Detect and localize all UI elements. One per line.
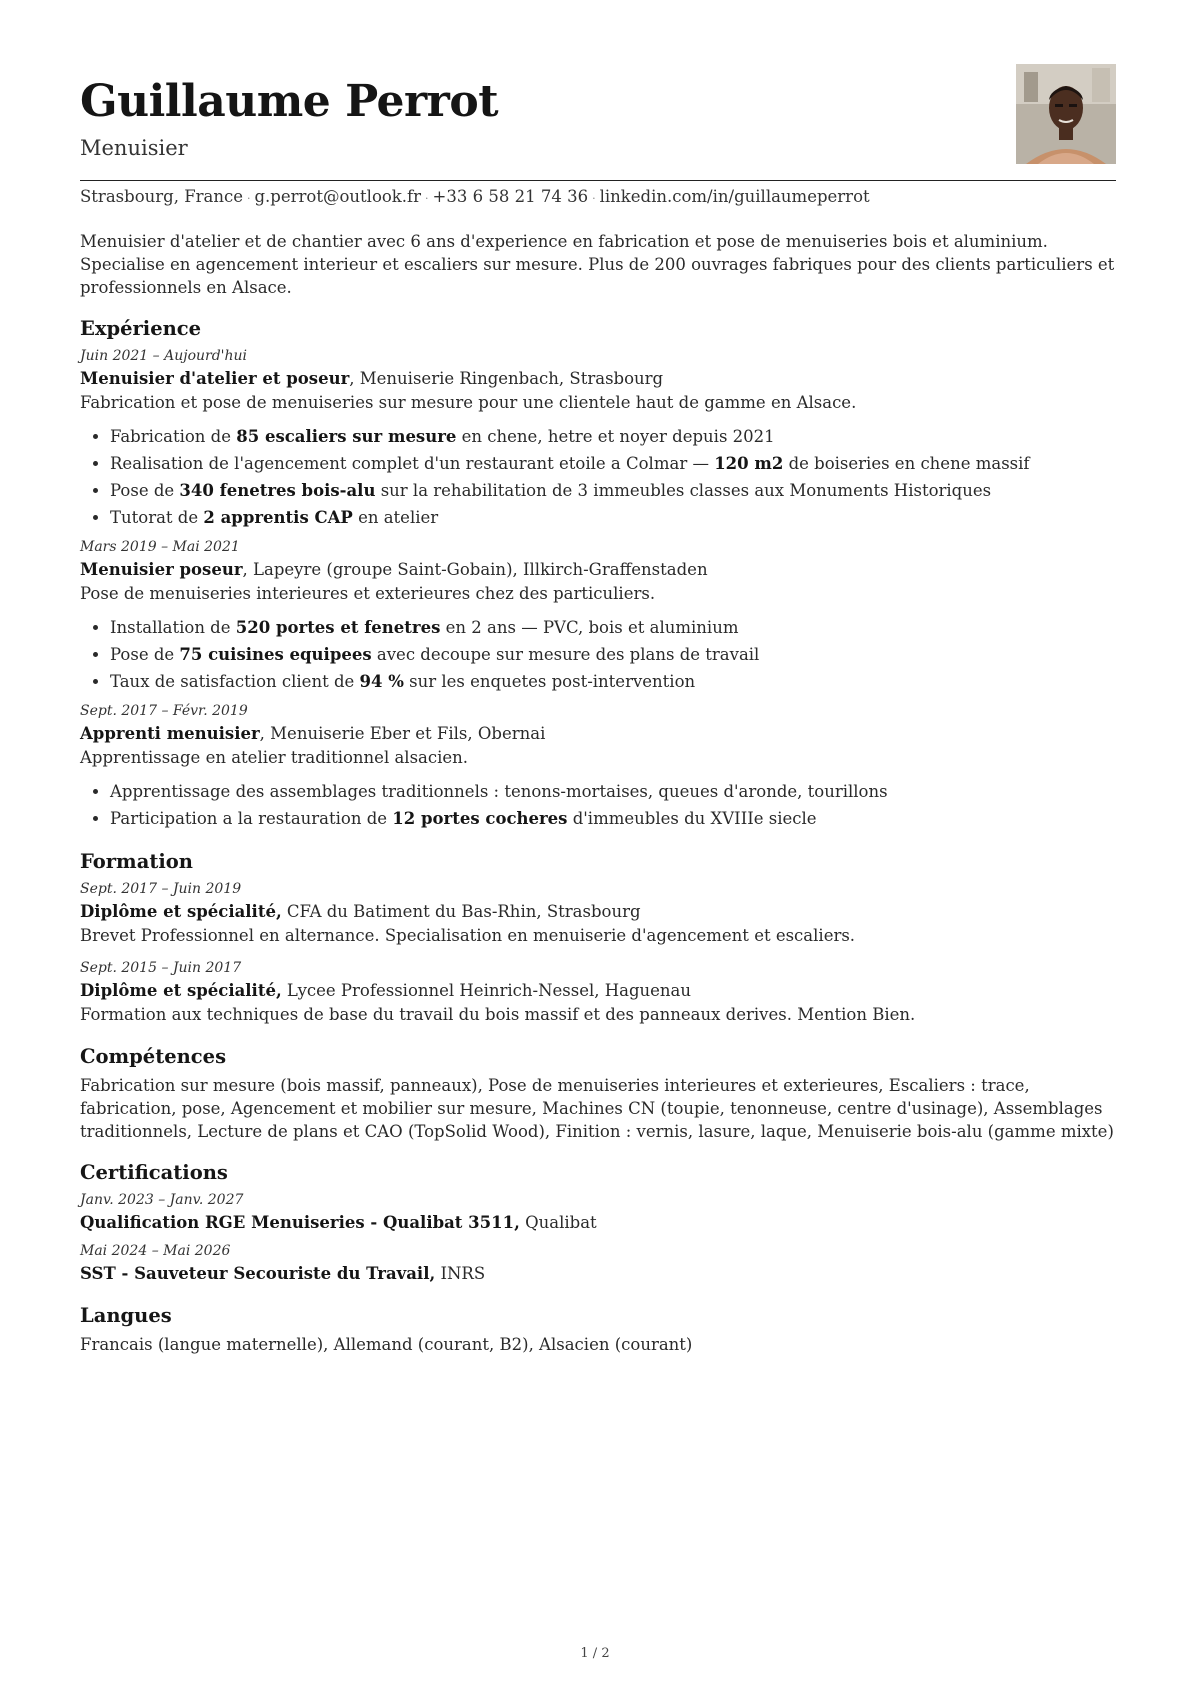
education-heading: Formation [80, 850, 193, 873]
contact-line [80, 186, 1116, 210]
contact-phone[interactable]: +33 6 58 21 74 36 [432, 187, 589, 206]
contact-separator: · [425, 192, 429, 205]
school-name: CFA du Batiment du Bas-Rhin, Strasbourg [281, 902, 641, 921]
entry-date: Janv. 2023 – Janv. 2027 [80, 1192, 244, 1208]
languages-heading: Langues [80, 1304, 172, 1327]
entry-date: Sept. 2017 – Juin 2019 [80, 881, 242, 897]
education-entry [80, 958, 1116, 1027]
job-company: , Lapeyre (groupe Saint-Gobain), Illkirch-Graffenstaden [242, 560, 708, 579]
skills-heading: Compétences [80, 1045, 227, 1068]
achievement-item: • Pose de 75 cuisines equipees avec decoupe sur mesure des plans de travail [110, 641, 1116, 668]
contact-location: Strasbourg, France [80, 187, 243, 206]
candidate-role: Menuisier [80, 136, 188, 160]
contact-email[interactable]: g.perrot@outlook.fr [254, 187, 422, 206]
contact-linkedin[interactable]: linkedin.com/in/guillaumeperrot [599, 187, 870, 206]
entry-title [80, 979, 1116, 1003]
achievement-item: • Taux de satisfaction client de 94 % sur les enquetes post-intervention [110, 668, 1116, 695]
degree-title: Diplôme et spécialité, [80, 902, 282, 921]
contact-separator: · [592, 192, 596, 205]
header-divider [80, 180, 1116, 181]
certifications-heading: Certifications [80, 1161, 228, 1184]
page-number: 1 / 2 [580, 1646, 610, 1661]
job-title: Apprenti menuisier [80, 724, 260, 743]
profile-summary: Menuisier d'atelier et de chantier avec 6 ans d'experience en fabrication et pose de menuiseries bois et aluminium. Specialise en agencement interieur et escaliers sur mesure. Plus de 200 ouvrages fabriques pour des clients particuliers et professionnels en Alsace. [80, 232, 1115, 297]
profile-photo [1016, 64, 1116, 164]
achievement-item: • Participation a la restauration de 12 portes cocheres d'immeubles du XVIIIe siecle [110, 805, 1116, 832]
entry-date: Mai 2024 – Mai 2026 [80, 1243, 231, 1259]
achievement-list [80, 614, 1116, 695]
resume-content [80, 60, 1116, 1356]
entry-description: Apprentissage en atelier traditionnel alsacien. [80, 748, 469, 767]
education-entry [80, 879, 1116, 948]
certification-issuer: INRS [435, 1264, 486, 1283]
achievement-item: • Apprentissage des assemblages traditionnels : tenons-mortaises, queues d'aronde, tourillons [110, 778, 1116, 805]
job-title: Menuisier d'atelier et poseur [80, 369, 350, 388]
entry-description: Brevet Professionnel en alternance. Specialisation en menuiserie d'agencement et escaliers. [80, 926, 856, 945]
experience-heading: Expérience [80, 317, 202, 340]
entry-date: Sept. 2015 – Juin 2017 [80, 960, 242, 976]
achievement-list [80, 423, 1116, 531]
candidate-name: Guillaume Perrot [80, 76, 499, 127]
job-company: , Menuiserie Eber et Fils, Obernai [259, 724, 546, 743]
entry-title [80, 367, 1116, 391]
entry-title [80, 722, 1116, 746]
experience-entry [80, 346, 1116, 531]
achievement-item: • Installation de 520 portes et fenetres en 2 ans — PVC, bois et aluminium [110, 614, 1116, 641]
entry-title [80, 900, 1116, 924]
achievement-item: • Pose de 340 fenetres bois-alu sur la rehabilitation de 3 immeubles classes aux Monuments Historiques [110, 477, 1116, 504]
skills-list: Fabrication sur mesure (bois massif, panneaux), Pose de menuiseries interieures et exterieures, Escaliers : trace, fabrication, pose, Agencement et mobilier sur mesure, Machines CN (toupie, tenonneuse, centre d'usinage), Assemblages traditionnels, Lecture de plans et CAO (TopSolid Wood), Finition : vernis, lasure, laque, Menuiserie bois-alu (gamme mixte) [80, 1076, 1114, 1141]
certification-title: Qualification RGE Menuiseries - Qualibat 3511, [80, 1213, 520, 1232]
achievement-item: • Fabrication de 85 escaliers sur mesure en chene, hetre et noyer depuis 2021 [110, 423, 1116, 450]
entry-title [80, 558, 1116, 582]
certification-entry [80, 1190, 1116, 1235]
certification-entry [80, 1241, 1116, 1286]
job-title: Menuisier poseur [80, 560, 243, 579]
entry-title [80, 1211, 1116, 1235]
experience-entry [80, 701, 1116, 832]
languages-list: Francais (langue maternelle), Allemand (courant, B2), Alsacien (courant) [80, 1335, 693, 1354]
school-name: Lycee Professionnel Heinrich-Nessel, Haguenau [281, 981, 692, 1000]
degree-title: Diplôme et spécialité, [80, 981, 282, 1000]
certification-title: SST - Sauveteur Secouriste du Travail, [80, 1264, 436, 1283]
entry-date: Mars 2019 – Mai 2021 [80, 539, 240, 555]
entry-description: Fabrication et pose de menuiseries sur mesure pour une clientele haut de gamme en Alsace. [80, 393, 857, 412]
contact-separator: · [247, 192, 251, 205]
entry-description: Formation aux techniques de base du travail du bois massif et des panneaux derives. Mention Bien. [80, 1005, 916, 1024]
experience-entry [80, 537, 1116, 695]
achievement-list [80, 778, 1116, 832]
entry-date: Juin 2021 – Aujourd'hui [80, 348, 248, 364]
entry-title [80, 1262, 1116, 1286]
header [80, 60, 1116, 178]
entry-description: Pose de menuiseries interieures et exterieures chez des particuliers. [80, 584, 656, 603]
job-company: , Menuiserie Ringenbach, Strasbourg [349, 369, 664, 388]
entry-date: Sept. 2017 – Févr. 2019 [80, 703, 248, 719]
achievement-item: • Tutorat de 2 apprentis CAP en atelier [110, 504, 1116, 531]
achievement-item: • Realisation de l'agencement complet d'un restaurant etoile a Colmar — 120 m2 de boiseries en chene massif [110, 450, 1116, 477]
certification-issuer: Qualibat [519, 1213, 597, 1232]
